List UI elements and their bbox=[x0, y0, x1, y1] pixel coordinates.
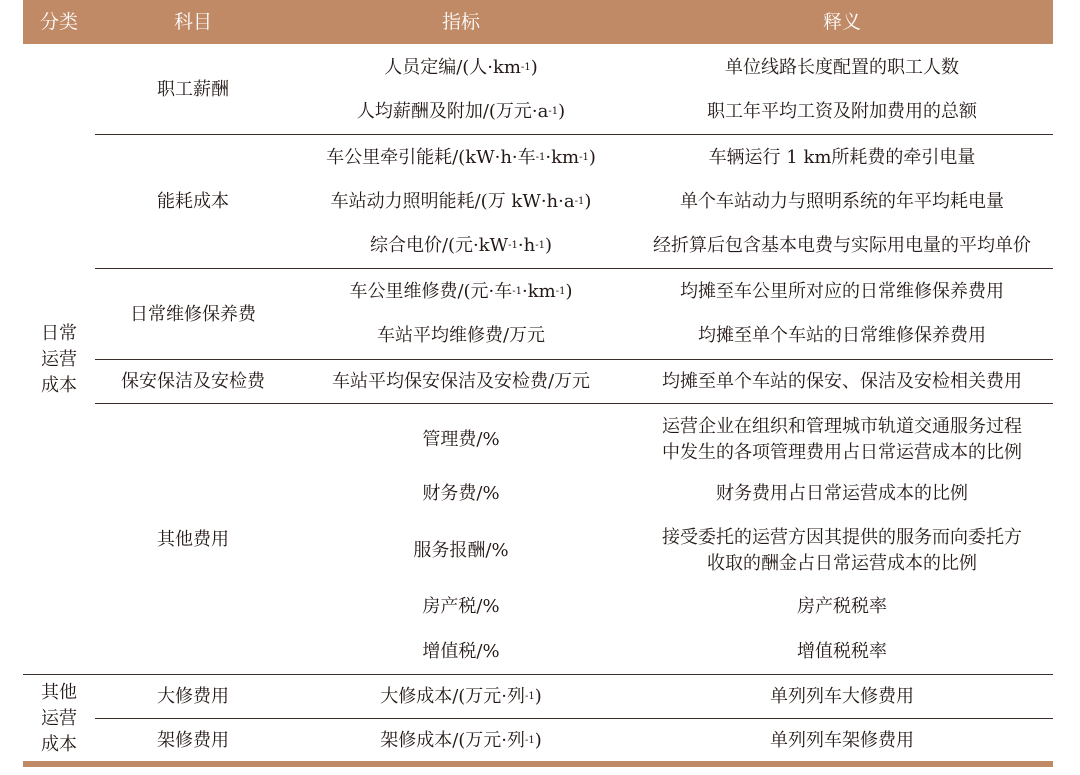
indicator-cell: 人均薪酬及附加/(万元·a -1 ) bbox=[356, 101, 566, 122]
category-other-line1: 其他 bbox=[41, 681, 77, 703]
category-daily-line1: 日常 bbox=[41, 322, 77, 344]
indicator-cell: 人员定编/(人·km -1 ) bbox=[384, 57, 538, 78]
indicator-cell: 服务报酬/% bbox=[413, 540, 509, 561]
row-divider bbox=[95, 268, 1053, 269]
subject-overhaul: 大修费用 bbox=[157, 686, 229, 707]
header-category: 分类 bbox=[39, 11, 78, 33]
meaning-cell: 单列列车大修费用 bbox=[770, 686, 914, 707]
indicator-cell: 管理费/% bbox=[422, 429, 500, 450]
meaning-cell: 单列列车架修费用 bbox=[770, 729, 914, 751]
meaning-cell: 财务费用占日常运营成本的比例 bbox=[716, 483, 968, 504]
cost-indicator-table bbox=[23, 0, 1053, 775]
indicator-cell: 车公里牵引能耗/(kW·h·车 -1 ·km -1 ) bbox=[326, 147, 596, 168]
category-daily-line2: 运营 bbox=[41, 348, 77, 370]
meaning-cell: 房产税税率 bbox=[797, 596, 887, 617]
subject-energy-cost: 能耗成本 bbox=[157, 191, 229, 212]
indicator-cell: 房产税/% bbox=[422, 596, 500, 617]
table-bottom-bar bbox=[23, 761, 1053, 767]
indicator-cell: 财务费/% bbox=[422, 483, 500, 504]
meaning-cell: 均摊至车公里所对应的日常维修保养费用 bbox=[680, 281, 1004, 302]
indicator-cell: 增值税/% bbox=[422, 641, 500, 662]
header-indicator: 指标 bbox=[441, 11, 480, 33]
row-divider bbox=[95, 718, 1053, 719]
meaning-cell: 单个车站动力与照明系统的年平均耗电量 bbox=[680, 191, 1004, 212]
category-daily-operating-cost bbox=[23, 44, 95, 675]
meaning-cell: 均摊至单个车站的保安、保洁及安检相关费用 bbox=[662, 371, 1022, 392]
indicator-cell: 车公里维修费/(元·车 -1 ·km -1 ) bbox=[349, 281, 573, 302]
meaning-cell: 运营企业在组织和管理城市轨道交通服务过程 中发生的各项管理费用占日常运营成本的比例 bbox=[662, 416, 1022, 463]
indicator-cell: 大修成本/(万元·列 -1 ) bbox=[380, 686, 542, 707]
indicator-cell: 车站动力照明能耗/(万 kW·h·a -1 ) bbox=[330, 191, 592, 212]
subject-staff-pay: 职工薪酬 bbox=[157, 78, 229, 100]
meaning-cell: 接受委托的运营方因其提供的服务而向委托方 收取的酬金占日常运营成本的比例 bbox=[662, 527, 1022, 574]
indicator-cell: 架修成本/(万元·列 -1 ) bbox=[380, 729, 542, 751]
subject-frame-repair: 架修费用 bbox=[157, 729, 229, 751]
meaning-cell: 职工年平均工资及附加费用的总额 bbox=[707, 101, 977, 122]
meaning-cell: 经折算后包含基本电费与实际用电量的平均单价 bbox=[653, 235, 1031, 256]
header-meaning: 释义 bbox=[822, 11, 861, 33]
category-other-line3: 成本 bbox=[41, 733, 77, 755]
category-other-line2: 运营 bbox=[41, 707, 77, 729]
meaning-cell: 均摊至单个车站的日常维修保养费用 bbox=[698, 325, 986, 346]
row-divider bbox=[95, 403, 1053, 404]
meaning-cell: 车辆运行 1 km所耗费的牵引电量 bbox=[708, 147, 976, 168]
section-divider bbox=[23, 674, 1053, 675]
subject-other-fees: 其他费用 bbox=[157, 528, 229, 550]
subject-security-cleaning: 保安保洁及安检费 bbox=[121, 371, 265, 392]
row-divider bbox=[95, 359, 1053, 360]
indicator-cell: 车站平均保安保洁及安检费/万元 bbox=[331, 371, 591, 392]
category-other-operating-cost bbox=[23, 675, 95, 762]
indicator-cell: 车站平均维修费/万元 bbox=[376, 325, 546, 346]
table-header bbox=[23, 0, 1053, 44]
meaning-cell: 单位线路长度配置的职工人数 bbox=[725, 57, 959, 78]
subject-daily-maintenance: 日常维修保养费 bbox=[130, 303, 256, 325]
category-daily-line3: 成本 bbox=[41, 374, 77, 396]
header-subject: 科目 bbox=[173, 11, 212, 33]
indicator-cell: 综合电价/(元·kW -1 ·h -1 ) bbox=[369, 235, 553, 256]
meaning-cell: 增值税税率 bbox=[797, 641, 887, 662]
row-divider bbox=[95, 134, 1053, 135]
